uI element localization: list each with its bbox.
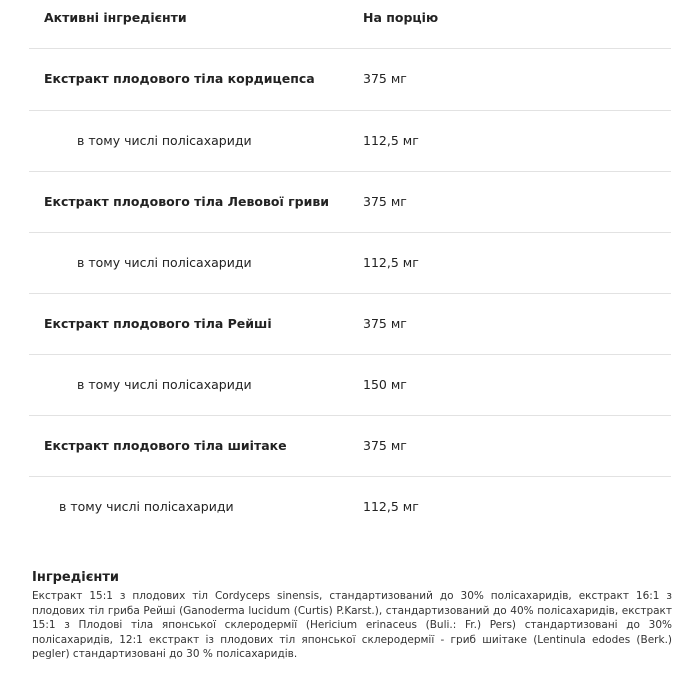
ingredients-text: Екстракт 15:1 з плодових тіл Cordyceps sinensis, стандартизований до 30% полісахаридів, екстракт 16:1 з плодових тіл гриба Рейші (Ganoderma lucidum (Curtis) P.Karst.), стандартизований до 40% полісахаридів, екстракт 15:1 з Плодові тіла японської склеродермії (Hericium erinaceus (Buli.: Fr.) Pers) стандартизовані до 30% полісахаридів, 12:1 екстракт із плодових тіл японської склеродермії - гриб шиітаке (Lentinula edodes (Berk.) pegler) стандартизовані до 30 % полісахаридів.: [32, 590, 672, 661]
ingredient-name: Екстракт плодового тіла Рейші: [44, 316, 272, 331]
table-row: [29, 111, 671, 172]
ingredient-amount: 375 мг: [363, 71, 407, 86]
ingredients-section: [32, 570, 672, 662]
ingredient-amount: 112,5 мг: [363, 133, 419, 148]
nutrition-table: [29, 0, 671, 537]
ingredient-amount: 375 мг: [363, 438, 407, 453]
ingredient-name: Екстракт плодового тіла кордицепса: [44, 71, 315, 86]
ingredient-amount: 375 мг: [363, 316, 407, 331]
table-row: [29, 233, 671, 294]
table-row: [29, 172, 671, 233]
ingredients-title: Інгредієнти: [32, 570, 120, 585]
ingredient-name: Екстракт плодового тіла Левової гриви: [44, 194, 330, 209]
ingredient-name: в тому числі полісахариди: [59, 499, 234, 514]
ingredient-name: в тому числі полісахариди: [77, 255, 252, 270]
ingredient-amount: 150 мг: [363, 377, 407, 392]
table-row: [29, 477, 671, 537]
table-row: [29, 416, 671, 477]
table-header-row: [29, 0, 671, 49]
ingredient-amount: 112,5 мг: [363, 499, 419, 514]
table-row: [29, 49, 671, 111]
header-ingredients: Активні інгредієнти: [44, 10, 187, 25]
ingredient-name: в тому числі полісахариди: [77, 377, 252, 392]
ingredient-amount: 112,5 мг: [363, 255, 419, 270]
ingredient-amount: 375 мг: [363, 194, 407, 209]
ingredient-name: в тому числі полісахариди: [77, 133, 252, 148]
table-row: [29, 355, 671, 416]
table-row: [29, 294, 671, 355]
ingredient-name: Екстракт плодового тіла шиітаке: [44, 438, 287, 453]
header-per-serving: На порцію: [363, 10, 439, 25]
